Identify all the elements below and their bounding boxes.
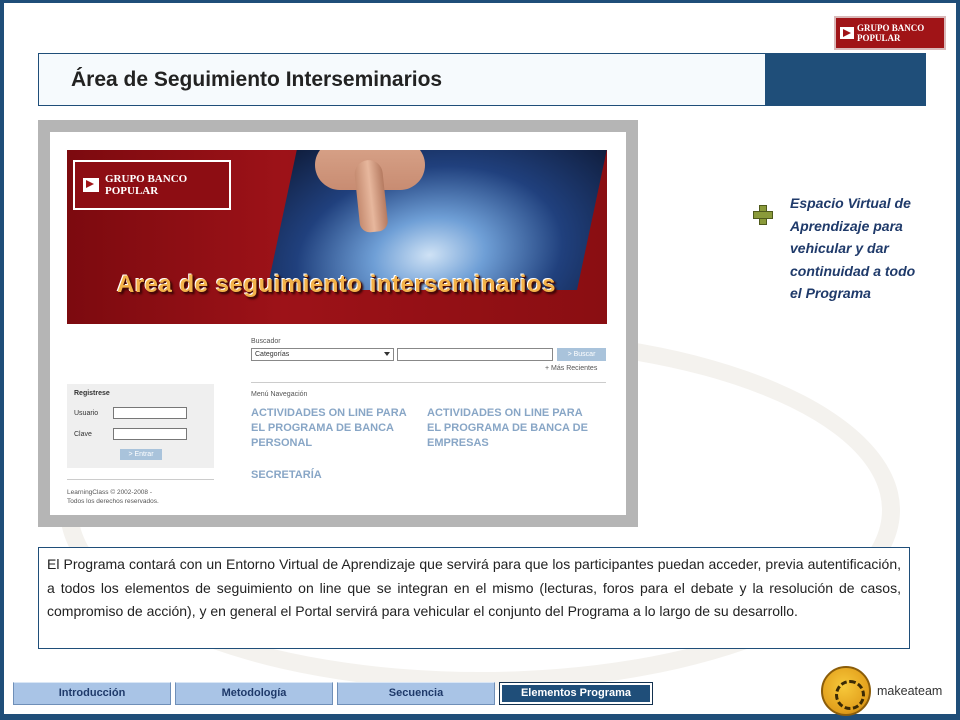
bank-logo-icon <box>840 27 854 39</box>
makeateam-brand: makeateam <box>877 684 943 698</box>
tab-metodologia[interactable]: Metodología <box>175 682 333 705</box>
title-bar <box>38 53 926 106</box>
link-secretaria[interactable]: SECRETARÍA <box>251 469 322 481</box>
category-select[interactable] <box>251 348 394 361</box>
divider <box>67 479 214 480</box>
user-input[interactable] <box>113 407 187 419</box>
login-box <box>67 384 214 468</box>
login-title: Registrese <box>74 390 110 397</box>
bank-logo-text: GRUPO BANCO POPULAR <box>857 23 925 43</box>
enter-button[interactable]: > Entrar <box>120 449 162 460</box>
portal-logo-text: GRUPO BANCO POPULAR <box>105 173 188 197</box>
makeateam-logo-icon <box>821 666 871 716</box>
search-input[interactable] <box>397 348 553 361</box>
category-select-value: Categorías <box>255 351 290 358</box>
page-title: Área de Seguimiento Interseminarios <box>71 68 443 91</box>
portal-logo-icon <box>83 178 99 192</box>
link-banca-personal[interactable]: ACTIVIDADES ON LINE PARA EL PROGRAMA DE BANCA PERSONAL <box>251 407 407 449</box>
portal-screenshot <box>38 120 638 527</box>
copyright-line: LearningClass © 2002-2008 - <box>67 489 153 496</box>
link-banca-empresas[interactable]: ACTIVIDADES ON LINE PARA EL PROGRAMA DE BANCA DE EMPRESAS <box>427 407 588 449</box>
portal-banner <box>67 150 607 324</box>
nav-tabs <box>13 682 653 705</box>
portal-bank-logo <box>73 160 231 210</box>
chevron-down-icon <box>384 352 390 356</box>
search-button[interactable]: > Buscar <box>557 348 606 361</box>
menu-label: Menú Navegación <box>251 391 308 398</box>
password-input[interactable] <box>113 428 187 440</box>
bank-logo <box>834 16 946 50</box>
divider <box>251 382 606 383</box>
buscador-label: Buscador <box>251 338 281 345</box>
tab-secuencia[interactable]: Secuencia <box>337 682 495 705</box>
tab-elementos-programa[interactable]: Elementos Programa <box>499 682 653 705</box>
recent-link[interactable]: + Más Recientes <box>545 365 598 372</box>
title-bar-accent <box>765 54 925 105</box>
portal-banner-title: Area de seguimiento interseminarios <box>117 271 556 298</box>
password-label: Clave <box>74 431 92 438</box>
description-paragraph: El Programa contará con un Entorno Virtual de Aprendizaje que servirá para que los participantes puedan acceder, previa autentificación, a todos los elementos de seguimiento on line que se integran en el mismo (lecturas, foros para el debate y la resolución de casos, compromiso de acción), y en general el Portal servirá para vehicular el conjunto del Programa a lo largo de su desarrollo. <box>38 547 910 649</box>
plus-icon <box>753 205 771 223</box>
copyright <box>67 488 159 506</box>
portal-page <box>50 132 626 515</box>
tab-introduccion[interactable]: Introducción <box>13 682 171 705</box>
copyright-line: Todos los derechos reservados. <box>67 498 159 505</box>
user-label: Usuario <box>74 410 99 417</box>
side-note: Espacio Virtual de Aprendizaje para vehicular y dar continuidad a todo el Programa <box>790 195 916 301</box>
